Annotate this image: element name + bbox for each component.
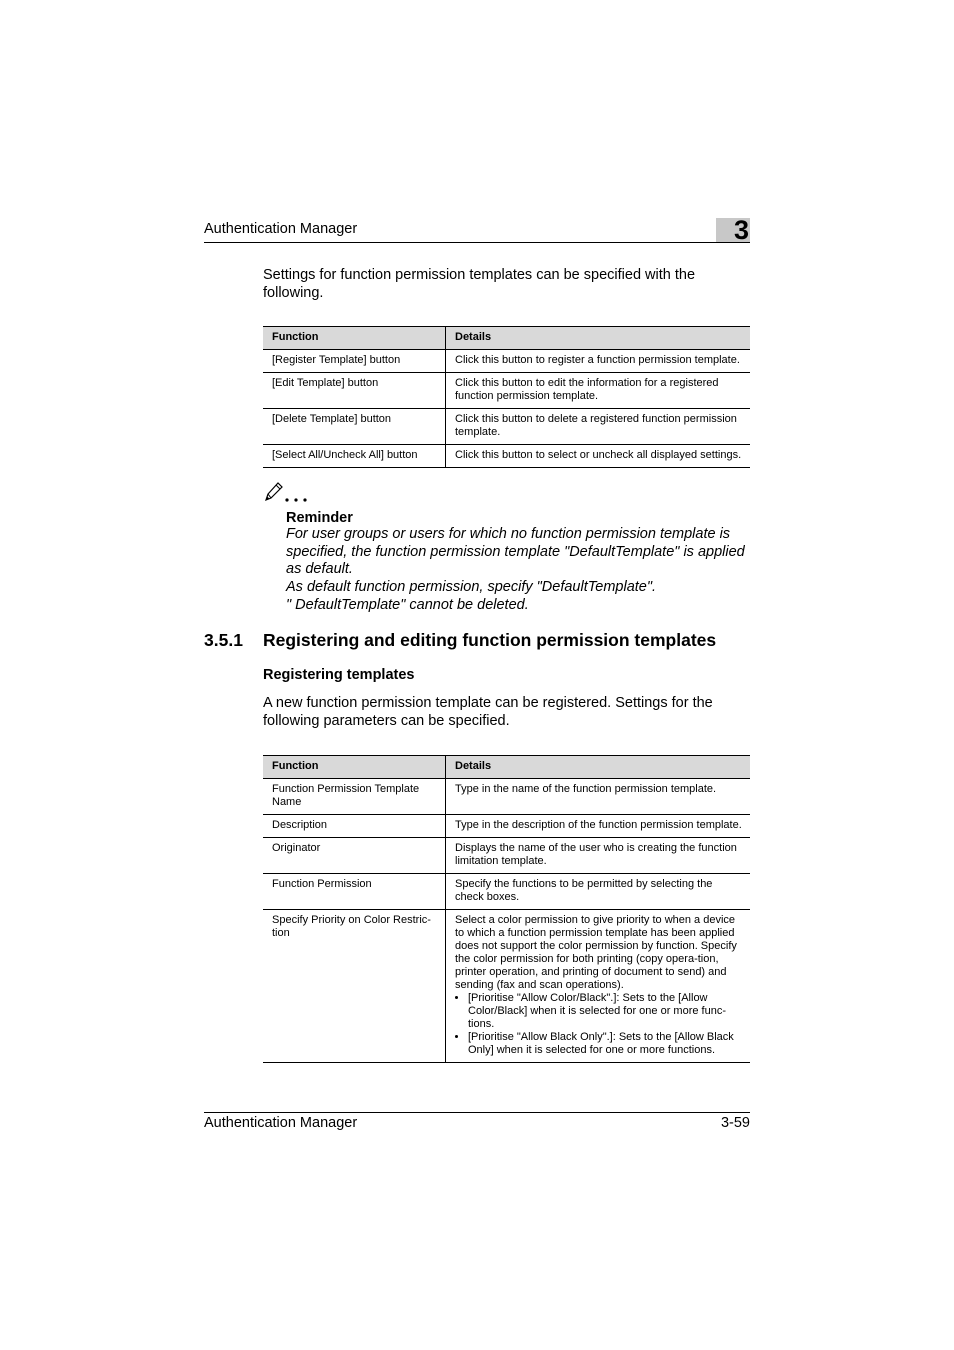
details-cell: Click this button to register a function permission template. [446, 350, 751, 373]
body-paragraph: A new function permission template can be registered. Settings for the following parameters can be specified. [263, 695, 713, 729]
details-cell: Type in the description of the function permission template. [446, 815, 751, 838]
reminder-title: Reminder [286, 510, 353, 526]
page-number: 3-59 [720, 1115, 750, 1131]
column-header-details: Details [446, 756, 751, 779]
details-cell [446, 910, 751, 1063]
column-header-function: Function [263, 756, 446, 779]
table-row [263, 910, 750, 1063]
footer-title: Authentication Manager [204, 1115, 358, 1131]
pencil-note-icon [263, 480, 313, 504]
table-row [263, 815, 750, 838]
function-cell: [Delete Template] button [263, 409, 446, 445]
function-cell: Description [263, 815, 446, 838]
page-footer [204, 1112, 750, 1131]
function-cell: Function Permission Template Name [263, 779, 446, 815]
bullet-list [455, 992, 744, 1057]
template-buttons-table [263, 326, 750, 468]
chapter-number: 3 [733, 215, 749, 245]
details-cell: Click this button to edit the information for a registered function permission template. [446, 373, 751, 409]
function-cell: Specify Priority on Color Restric-tion [263, 910, 446, 1063]
section-heading [204, 630, 716, 651]
function-cell: [Edit Template] button [263, 373, 446, 409]
bullet-item: • [Prioritise "Allow Color/Black".]: Sets to the [Allow Color/Black] when it is selected for one or more func-tions. [468, 992, 744, 1031]
reminder-line: As default function permission, specify "DefaultTemplate". [286, 579, 657, 596]
function-cell: Function Permission [263, 874, 446, 910]
function-cell: Originator [263, 838, 446, 874]
subsection-heading: Registering templates [263, 667, 415, 683]
table-header-row [263, 327, 750, 350]
reminder-line: " DefaultTemplate" cannot be deleted. [286, 596, 529, 613]
table-row [263, 838, 750, 874]
details-cell: Click this button to select or uncheck all displayed settings. [446, 445, 751, 468]
section-title: Registering and editing function permission templates [263, 630, 717, 650]
reminder-body [286, 526, 750, 615]
details-cell: Displays the name of the user who is creating the function limitation template. [446, 838, 751, 874]
column-header-details: Details [446, 327, 751, 350]
header-title: Authentication Manager [204, 221, 358, 237]
intro-paragraph: Settings for function permission templates can be specified with the following. [263, 267, 696, 301]
template-parameters-table [263, 755, 750, 1063]
details-cell: Type in the name of the function permission template. [446, 779, 751, 815]
table-row [263, 445, 750, 468]
table-row [263, 373, 750, 409]
details-text: Select a color permission to give priority to when a device to which a function permission template has been applied does not support the color permission by function. Specify the color permission for both printing (copy opera-tion, printer operation, and printing of document to send) and sending (fax and scan operations). [455, 914, 737, 991]
details-cell: Click this button to delete a registered function permission template. [446, 409, 751, 445]
table-row [263, 409, 750, 445]
page-header [204, 215, 750, 245]
column-header-function: Function [263, 327, 446, 350]
function-cell: [Register Template] button [263, 350, 446, 373]
table-row [263, 874, 750, 910]
chapter-tab [716, 215, 750, 245]
function-cell: [Select All/Uncheck All] button [263, 445, 446, 468]
details-cell: Specify the functions to be permitted by selecting the check boxes. [446, 874, 751, 910]
table-header-row [263, 756, 750, 779]
table-row [263, 779, 750, 815]
table-row [263, 350, 750, 373]
bullet-item: • [Prioritise "Allow Black Only".]: Sets to the [Allow Black Only] when it is selected for one or more functions. [468, 1031, 744, 1057]
section-number: 3.5.1 [204, 630, 243, 650]
reminder-line: For user groups or users for which no function permission template is specified, the function permission template "DefaultTemplate" is applied as default. [286, 526, 745, 578]
